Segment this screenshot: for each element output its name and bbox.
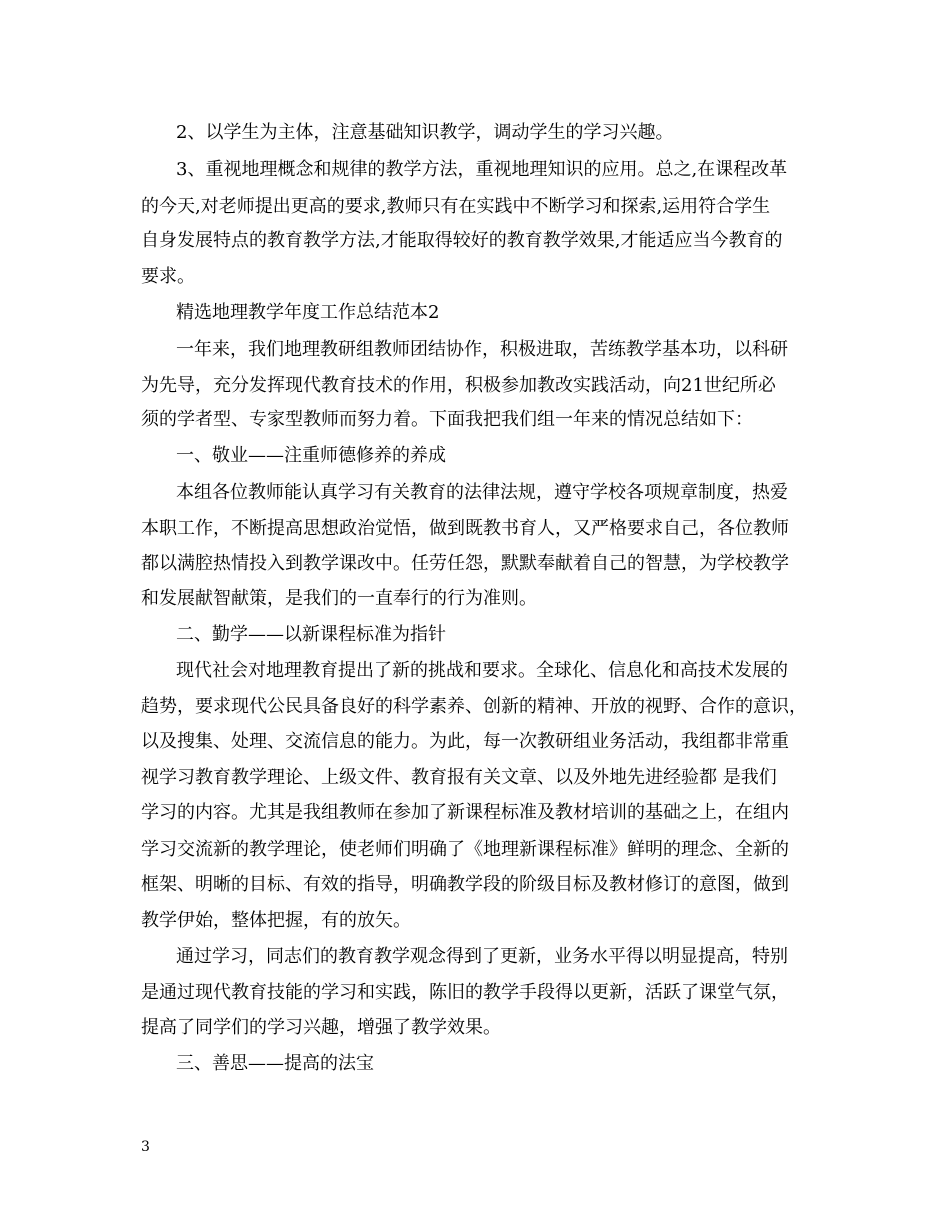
page-number: 3	[141, 1139, 150, 1155]
paragraph-line: 视学习教育教学理论、上级文件、教育报有关文章、以及外地先进经验都 是我们	[141, 767, 777, 788]
paragraph-line: 和发展献智献策，是我们的一直奉行的行为准则。	[141, 588, 537, 609]
paragraph-line: 学习的内容。尤其是我组教师在参加了新课程标准及教材培训的基础之上，在组内	[141, 802, 789, 823]
paragraph-line: 为先导，充分发挥现代教育技术的作用，积极参加教改实践活动，向21世纪所必	[141, 375, 776, 396]
paragraph-line: 须的学者型、专家型教师而努力着。下面我把我们组一年来的情况总结如下：	[141, 409, 753, 430]
paragraph-line: 自身发展特点的教育教学方法,才能取得较好的教育教学效果,才能适应当今教育的	[141, 230, 783, 251]
paragraph-line: 本职工作，不断提高思想政治觉悟，做到既教书育人，又严格要求自己，各位教师	[141, 518, 789, 539]
section-heading: 一、敬业——注重师德修养的养成	[176, 445, 446, 466]
paragraph-line: 是通过现代教育技能的学习和实践，陈旧的教学手段得以更新，活跃了课堂气氛，	[141, 982, 789, 1003]
section-heading: 二、勤学——以新课程标准为指针	[176, 624, 446, 645]
paragraph-line: 以及搜集、处理、交流信息的能力。为此，每一次教研组业务活动，我组都非常重	[141, 731, 789, 752]
paragraph-line: 都以满腔热情投入到教学课改中。任劳任怨，默默奉献着自己的智慧，为学校教学	[141, 553, 789, 574]
paragraph-line: 2、以学生为主体，注意基础知识教学，调动学生的学习兴趣。	[176, 122, 674, 143]
paragraph-line: 提高了同学们的学习兴趣，增强了教学效果。	[141, 1017, 501, 1038]
paragraph-line: 本组各位教师能认真学习有关教育的法律法规，遵守学校各项规章制度，热爱	[176, 482, 788, 503]
paragraph-line: 趋势，要求现代公民具备良好的科学素养、创新的精神、开放的视野、合作的意识，	[141, 696, 807, 717]
paragraph-line: 一年来，我们地理教研组教师团结协作，积极进取，苦练教学基本功，以科研	[176, 339, 788, 360]
paragraph-line: 框架、明晰的目标、有效的指导，明确教学段的阶级目标及教材修订的意图，做到	[141, 874, 789, 895]
paragraph-line: 的今天,对老师提出更高的要求,教师只有在实践中不断学习和探索,运用符合学生	[141, 196, 771, 217]
paragraph-line: 通过学习，同志们的教育教学观念得到了更新，业务水平得以明显提高，特别	[176, 946, 788, 967]
paragraph-line: 学习交流新的教学理论，使老师们明确了《地理新课程标准》鲜明的理念、全新的	[141, 839, 789, 860]
paragraph-line: 要求。	[141, 266, 195, 287]
paragraph-line: 教学伊始，整体把握，有的放矢。	[141, 910, 411, 931]
section-heading: 三、善思——提高的法宝	[176, 1053, 374, 1074]
paragraph-line: 3、重视地理概念和规律的教学方法，重视地理知识的应用。总之,在课程改革	[176, 159, 788, 180]
section-title: 精选地理教学年度工作总结范本2	[176, 302, 440, 323]
paragraph-line: 现代社会对地理教育提出了新的挑战和要求。全球化、信息化和高技术发展的	[176, 660, 788, 681]
